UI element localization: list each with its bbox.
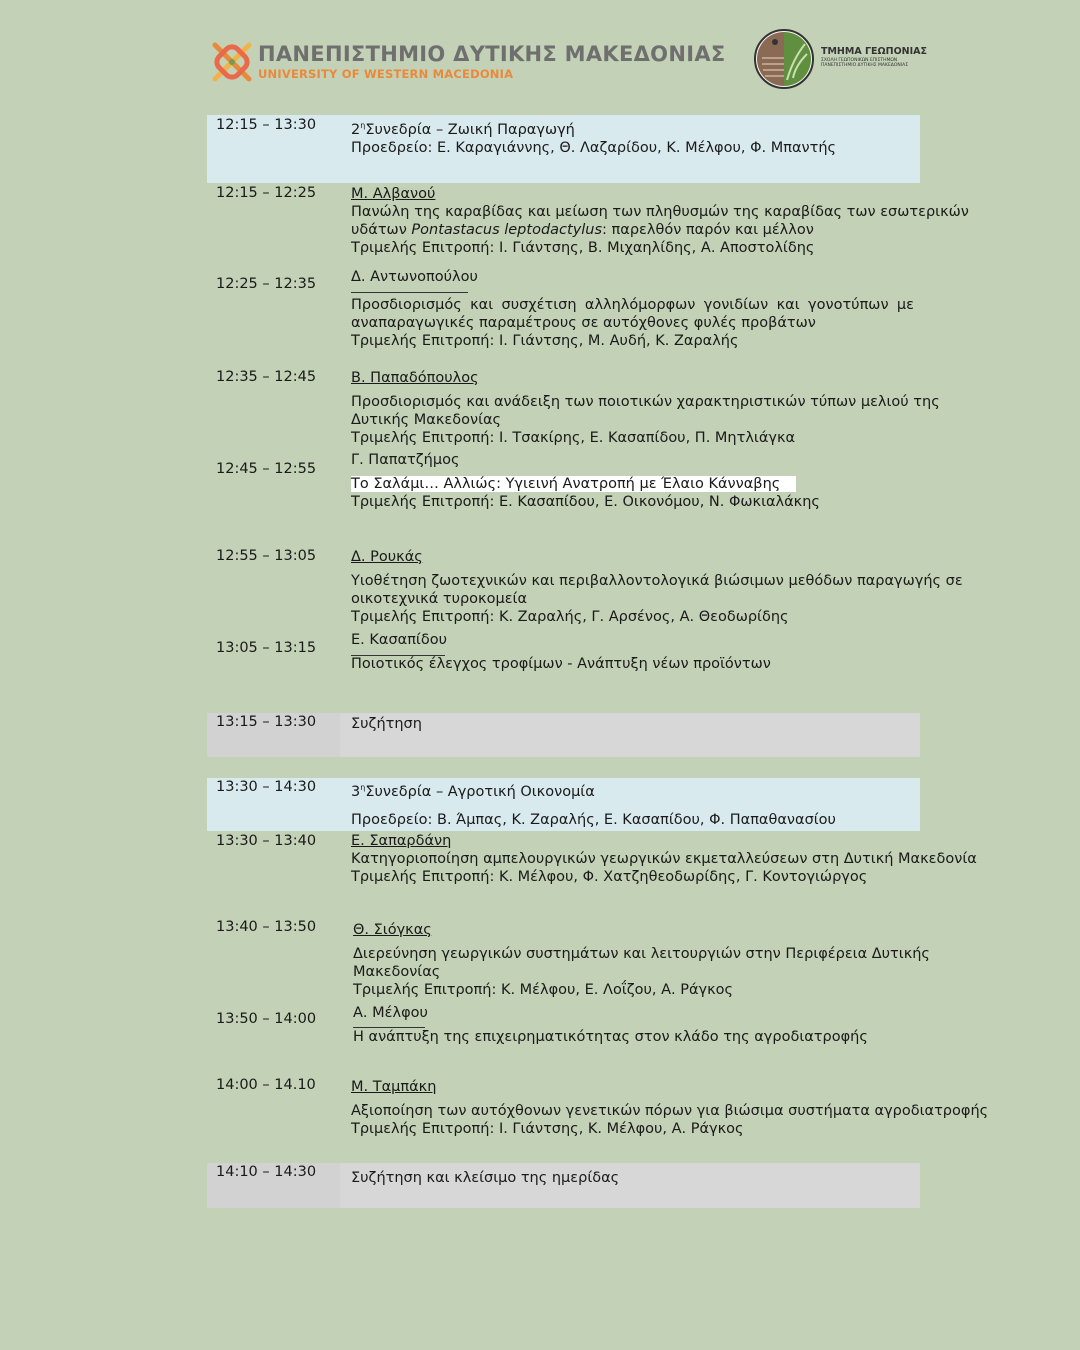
talk-entry [351,1078,989,1138]
department-school: ΣΧΟΛΗ ΓΕΩΠΟΝΙΚΩΝ ΕΠΙΣΤΗΜΩΝ [821,58,898,63]
talk-title-continued: Δυτικής Μακεδονίας [351,412,502,428]
discussion-time: 13:15 – 13:30 [216,714,317,730]
session-3-title: $3^\eta\Sigma\upsilon\nu\varepsilon\delta\rho ί\alpha$ – Αγροτική Οικονομία [351,783,595,800]
talk-time: 12:55 – 13:05 [216,548,317,564]
talk-speaker: Β. Παπαδόπουλος [351,370,479,386]
talk-title-continued: αναπαραγωγικές παραμέτρους σε αυτόχθονες φυλές προβάτων [351,315,816,331]
talk-time: 12:45 – 12:55 [216,461,317,477]
department-logo-icon [753,28,815,90]
talk-committee: Τριμελής Επιτροπή: Ε. Κασαπίδου, Ε. Οικονόμου, Ν. Φωκιαλάκης [351,494,820,510]
session-3-time: 13:30 – 14:30 [216,779,317,795]
talk-time: 12:35 – 12:45 [216,369,317,385]
talk-time: 12:25 – 12:35 [216,276,317,292]
talk-time: 13:40 – 13:50 [216,919,317,935]
talk-entry [351,832,977,886]
speaker-underline [351,292,468,293]
talk-time: 13:30 – 13:40 [216,833,317,849]
talk-speaker: Ε. Σαπαρδάνη [351,833,452,849]
talk-title: Προσδιορισμός και συσχέτιση αλληλόμορφων γονιδίων και γονοτύπων με [351,297,914,313]
talk-title: Υιοθέτηση ζωοτεχνικών και περιβαλλοντολογικά βιώσιμων μεθόδων παραγωγής σε [351,573,963,589]
department-title: ΤΜΗΜΑ ΓΕΩΠΟΝΙΑΣ [821,46,927,57]
talk-entry [351,369,940,447]
session-3-chairs: Προεδρείο: Β. Άμπας, Κ. Ζαραλής, Ε. Κασαπίδου, Φ. Παπαθανασίου [351,811,836,828]
talk-time: 13:05 – 13:15 [216,640,317,656]
talk-title-continued: υδάτων Pontastacus leptodactylus: παρελθόν παρόν και μέλλον [351,222,814,238]
species-name: Pontastacus leptodactylus [411,222,603,238]
talk-title: Ποιοτικός έλεγχος τροφίμων - Ανάπτυξη νέων προϊόντων [351,656,771,672]
university-name-greek: ΠΑΝΕΠΙΣΤΗΜΙΟ ΔΥΤΙΚΗΣ ΜΑΚΕΔΟΝΙΑΣ [258,42,726,66]
talk-committee: Τριμελής Επιτροπή: Κ. Μέλφου, Φ. Χατζηθεοδωρίδης, Γ. Κοντογιώργος [351,869,868,885]
talk-title: Αξιοποίηση των αυτόχθονων γενετικών πόρων για βιώσιμα συστήματα αγροδιατροφής [351,1103,989,1119]
talk-speaker: Μ. Αλβανού [351,186,436,202]
talk-title: Κατηγοριοποίηση αμπελουργικών γεωργικών εκμεταλλεύσεων στη Δυτική Μακεδονία [351,851,977,867]
talk-entry [351,548,963,626]
university-name-english: UNIVERSITY OF WESTERN MACEDONIA [258,67,514,81]
talk-entry [353,921,930,999]
session-2-header [351,117,914,157]
talk-entry-body [353,1028,916,1046]
talk-title: Η ανάπτυξη της επιχειρηματικότητας στον κλάδο της αγροδιατροφής [353,1029,868,1045]
session-3-header [351,779,914,829]
discussion-label: Συζήτηση [351,716,422,732]
department-university: ΠΑΝΕΠΙΣΤΗΜΙΟ ΔΥΤΙΚΗΣ ΜΑΚΕΔΟΝΙΑΣ [821,63,909,69]
talk-committee: Τριμελής Επιτροπή: Ι. Τσακίρης, Ε. Κασαπίδου, Π. Μητλιάγκα [351,430,796,446]
department-subtitle [821,58,908,68]
talk-committee: Τριμελής Επιτροπή: Ι. Γιάντσης, Β. Μιχαηλίδης, Α. Αποστολίδης [351,240,815,256]
talk-committee: Τριμελής Επιτροπή: Κ. Μέλφου, Ε. Λοΐζου, Α. Ράγκος [353,982,734,998]
talk-entry-body [351,655,914,673]
talk-entry [351,631,914,649]
talk-entry [351,268,914,286]
talk-title-continued: Μακεδονίας [353,964,441,980]
talk-time: 14:00 – 14.10 [216,1077,316,1093]
talk-entry [351,451,914,511]
talk-entry [353,1004,916,1022]
talk-committee: Τριμελής Επιτροπή: Ι. Γιάντσης, Κ. Μέλφου, Α. Ράγκος [351,1121,744,1137]
talk-speaker: Μ. Ταμπάκη [351,1079,437,1095]
talk-committee: Τριμελής Επιτροπή: Κ. Ζαραλής, Γ. Αρσένος, Α. Θεοδωρίδης [351,609,789,625]
talk-entry [351,185,969,257]
talk-speaker: Θ. Σιόγκας [353,922,432,938]
talk-title: Προσδιορισμός και ανάδειξη των ποιοτικών χαρακτηριστικών τύπων μελιού της [351,394,940,410]
university-logo-icon [209,39,255,85]
talk-time: 13:50 – 14:00 [216,1011,317,1027]
talk-title: Διερεύνηση γεωργικών συστημάτων και λειτουργιών στην Περιφέρεια Δυτικής [353,946,930,962]
talk-title-continued: οικοτεχνικά τυροκομεία [351,591,527,607]
closing-label: Συζήτηση και κλείσιμο της ημερίδας [351,1170,620,1186]
talk-speaker: Ε. Κασαπίδου [351,632,447,648]
talk-speaker: Δ. Ρουκάς [351,549,423,565]
talk-title: Πανώλη της καραβίδας και μείωση των πληθυσμών της καραβίδας των εσωτερικών [351,204,969,220]
session-2-chairs: Προεδρείο: Ε. Καραγιάννης, Θ. Λαζαρίδου, Κ. Μέλφου, Φ. Μπαντής [351,139,837,156]
talk-entry-body [351,296,914,350]
talk-speaker: Α. Μέλφου [353,1005,428,1021]
closing-time: 14:10 – 14:30 [216,1164,317,1180]
session-2-time: 12:15 – 13:30 [216,117,317,133]
talk-speaker: Γ. Παπατζήμος [351,452,460,468]
session-2-title: $2^\eta\Sigma\upsilon\nu\varepsilon\delta\rho ί\alpha$ – Ζωική Παραγωγή [351,121,575,138]
talk-committee: Τριμελής Επιτροπή: Ι. Γιάντσης, Μ. Αυδή, Κ. Ζαραλής [351,333,739,349]
talk-title: Το Σαλάμι… Αλλιώς: Υγιεινή Ανατροπή με Έλαιο Κάνναβης [351,476,796,492]
talk-speaker: Δ. Αντωνοπούλου [351,269,478,285]
talk-time: 12:15 – 12:25 [216,185,317,201]
